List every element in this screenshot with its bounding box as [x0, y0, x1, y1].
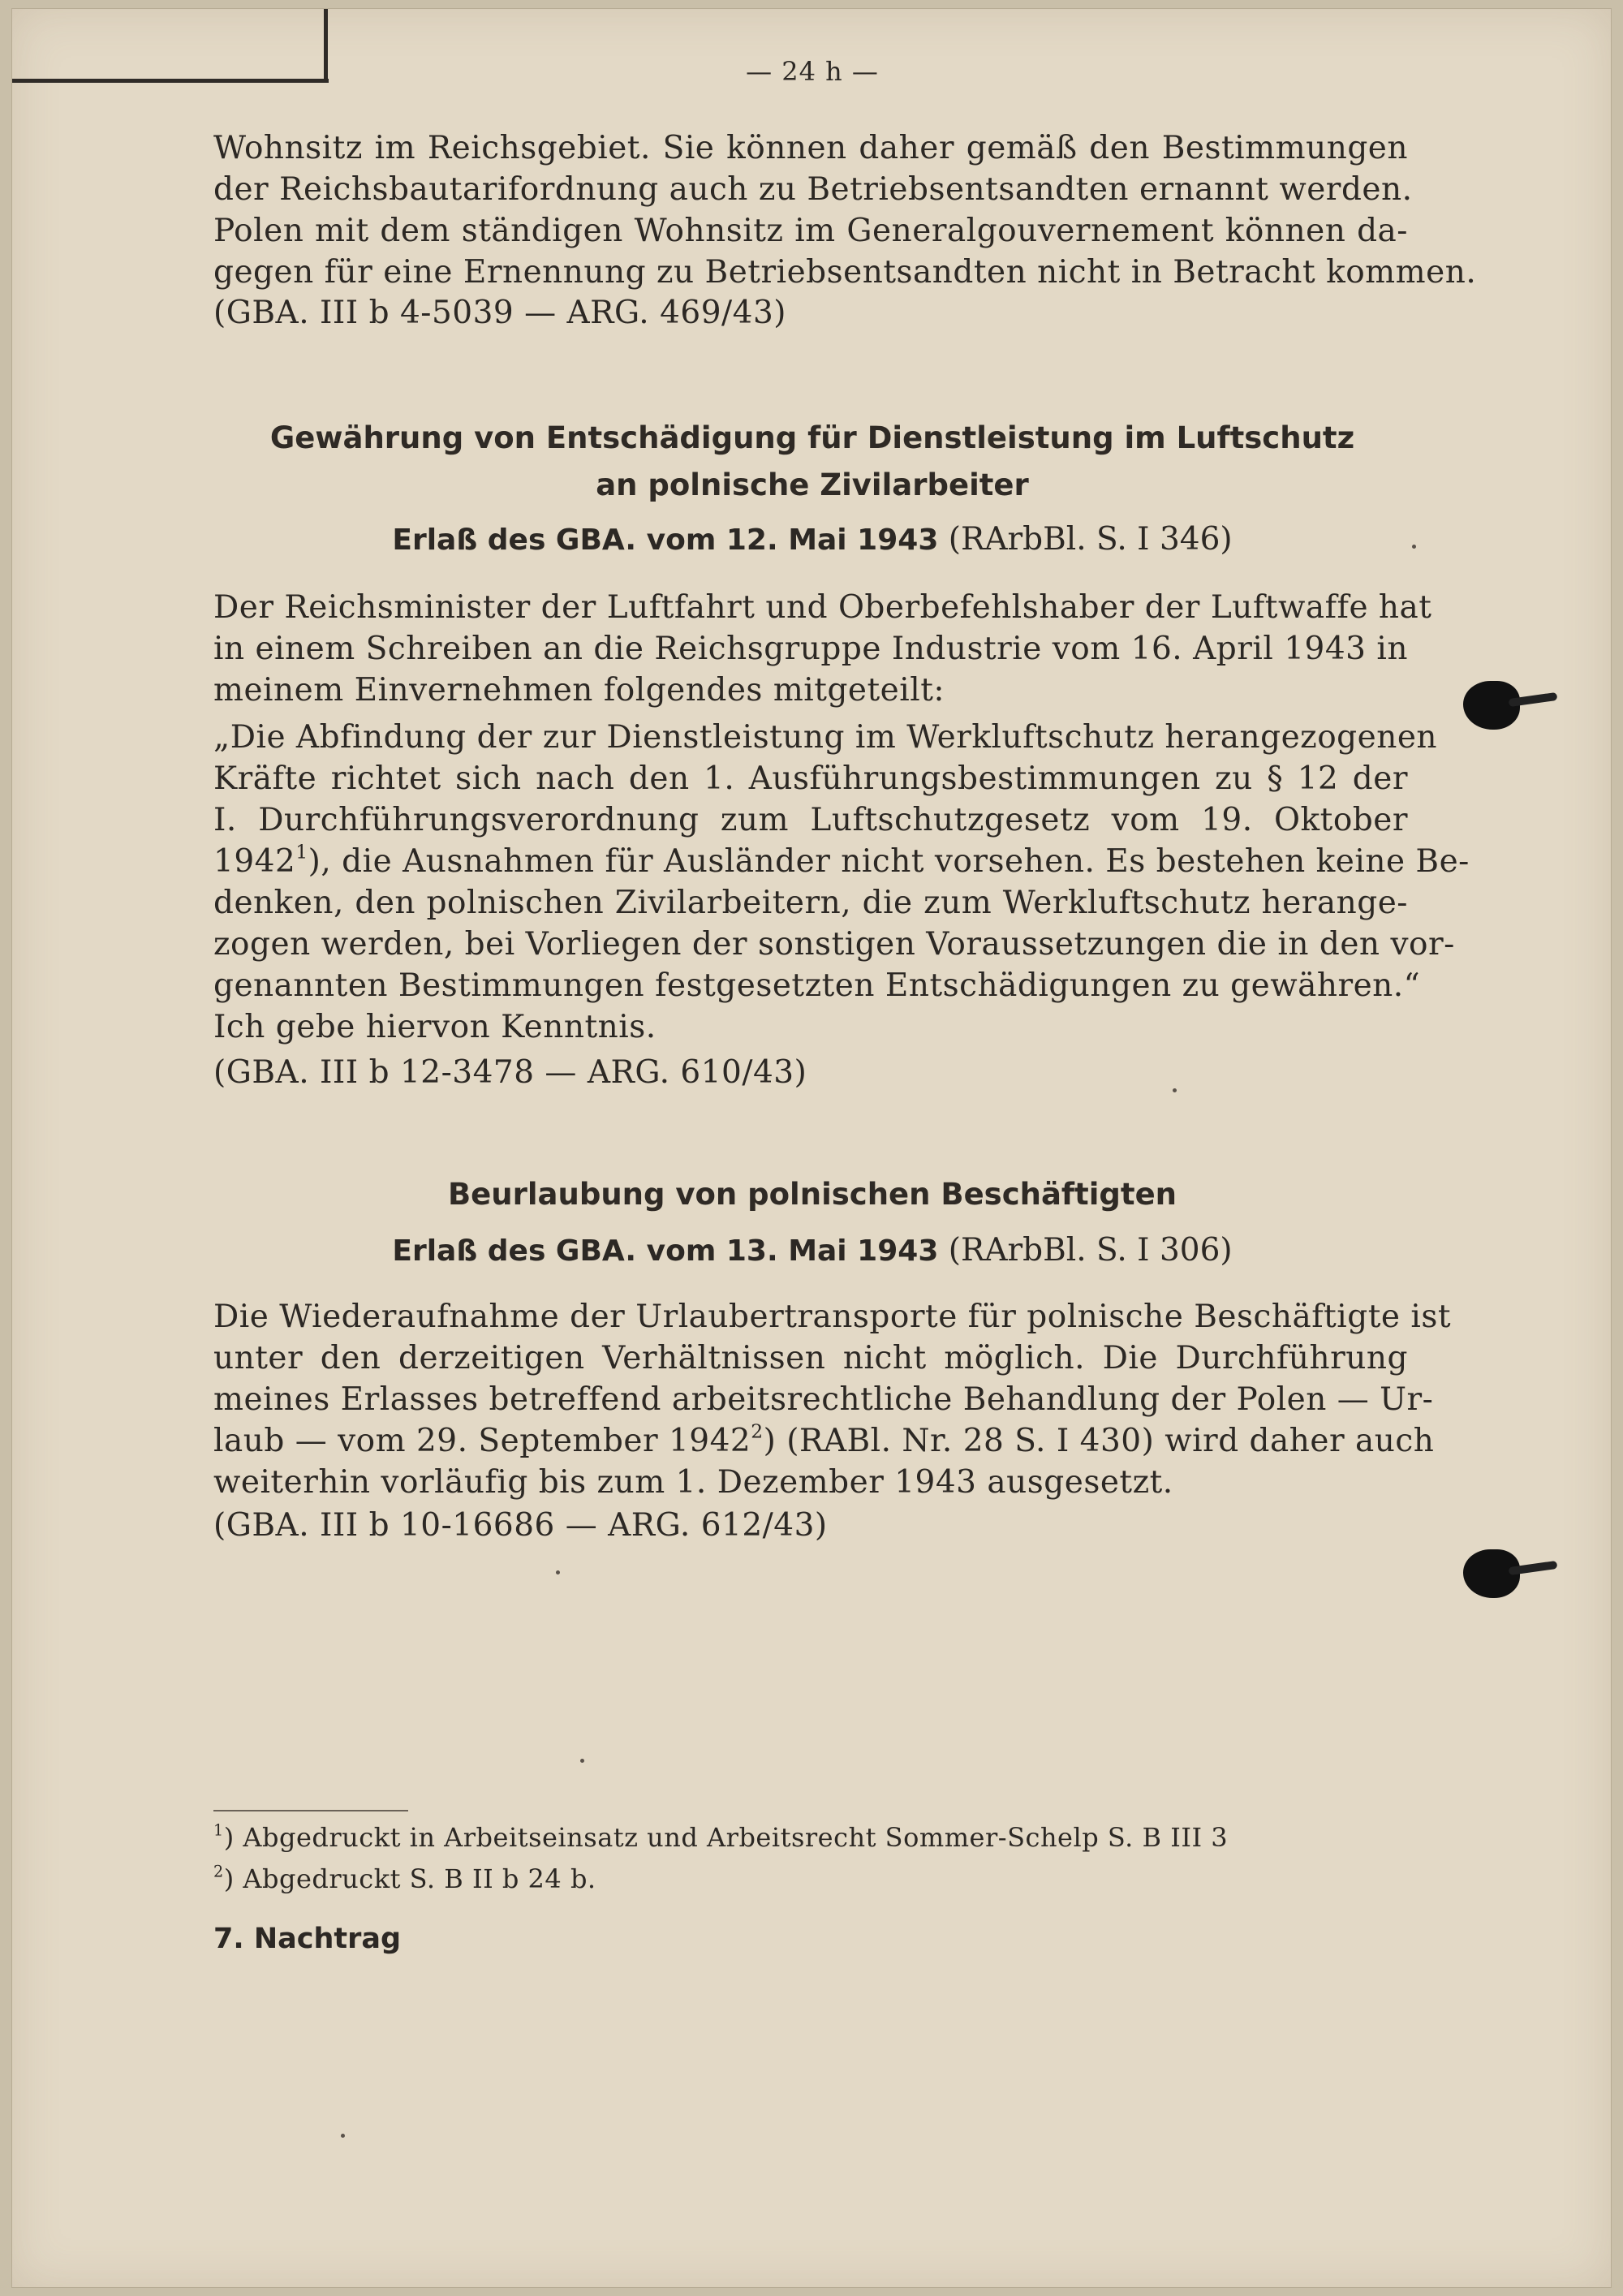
intro-line: Wohnsitz im Reichsgebiet. Sie können daher gemäß den Bestimmungen — [213, 130, 1408, 166]
section2-line: meines Erlasses betreffend arbeitsrechtliche Behandlung der Polen — Ur- — [213, 1381, 1434, 1418]
footnote-2 — [213, 1863, 596, 1894]
section2-line: weiterhin vorläufig bis zum 1. Dezember 1943 ausgesetzt. — [213, 1464, 1173, 1501]
page-number: — 24 h — — [746, 56, 879, 87]
intro-line: Polen mit dem ständigen Wohnsitz im Generalgouvernement können da- — [213, 213, 1408, 249]
section2-line: Die Wiederaufnahme der Urlaubertransporte für polnische Beschäftigte ist — [213, 1299, 1452, 1335]
section1-paragraph — [213, 587, 1432, 711]
supplement-label: 7. Nachtrag — [213, 1923, 402, 1955]
intro-line: gegen für eine Ernennung zu Betriebsentsandten nicht in Betracht kommen. — [213, 254, 1477, 291]
section2-line-with-footnote — [213, 1419, 1435, 1462]
quote-line-with-footnote — [213, 840, 1470, 882]
section1-reference: (GBA. III b 12-3478 — ARG. 610/43) — [213, 1054, 807, 1091]
footnote-text: ) Abgedruckt S. B II b 24 b. — [223, 1863, 596, 1894]
quote-line: Kräfte richtet sich nach den 1. Ausführungsbestimmungen zu § 12 der — [213, 760, 1408, 797]
section1-closing: Ich gebe hiervon Kenntnis. — [213, 1009, 657, 1045]
section1-quote — [213, 717, 1470, 1048]
section2-line: unter den derzeitigen Verhältnissen nicht möglich. Die Durchführung — [213, 1340, 1408, 1376]
footnote-ref-2[interactable]: 2 — [751, 1419, 764, 1443]
footnote-ref-1[interactable]: 1 — [295, 840, 308, 864]
quote-line: denken, den polnischen Zivilarbeitern, die zum Werkluftschutz herange- — [213, 885, 1408, 921]
intro-paragraph — [213, 127, 1477, 293]
footnote-text: ) Abgedruckt in Arbeitseinsatz und Arbeitsrecht Sommer-Schelp S. B III 3 — [223, 1822, 1229, 1853]
footnote-mark: 2 — [213, 1862, 224, 1881]
section1-heading-line1: Gewährung von Entschädigung für Dienstleistung im Luftschutz — [269, 420, 1355, 455]
paper-speck — [1173, 1088, 1177, 1092]
section1-line: Der Reichsminister der Luftfahrt und Oberbefehlshaber der Luftwaffe hat — [213, 589, 1432, 626]
quote-line: „Die Abfindung der zur Dienstleistung im Werkluftschutz herangezogenen — [213, 719, 1438, 756]
section2-line-start: laub — vom 29. September 1942 — [213, 1423, 751, 1459]
paper-speck — [556, 1570, 560, 1574]
paper-speck — [1412, 545, 1416, 549]
quote-year: 1942 — [213, 843, 296, 880]
section2-paragraph — [213, 1296, 1452, 1503]
quote-line-rest: ), die Ausnahmen für Ausländer nicht vorsehen. Es bestehen keine Be- — [308, 843, 1470, 880]
punch-hole — [1463, 681, 1520, 730]
paper-speck — [341, 2134, 345, 2138]
section2-line-rest: ) (RABl. Nr. 28 S. I 430) wird daher auch — [763, 1423, 1435, 1459]
section1-decree — [12, 517, 1612, 563]
section2-reference: (GBA. III b 10-16686 — ARG. 612/43) — [213, 1507, 828, 1544]
section2-heading: Beurlaubung von polnischen Beschäftigten — [447, 1177, 1177, 1212]
quote-line: I. Durchführungsverordnung zum Luftschutzgesetz vom 19. Oktober — [213, 802, 1408, 838]
section1-decree-source: (RArbBl. S. I 346) — [948, 521, 1233, 558]
intro-reference: (GBA. III b 4-5039 — ARG. 469/43) — [213, 295, 787, 331]
document-page — [11, 8, 1612, 2288]
paper-speck — [580, 1759, 584, 1763]
footnote-1 — [213, 1822, 1228, 1853]
quote-line: genannten Bestimmungen festgesetzten Entschädigungen zu gewähren.“ — [213, 967, 1421, 1004]
intro-line: der Reichsbautarifordnung auch zu Betriebsentsandten ernannt werden. — [213, 171, 1413, 208]
section1-decree-title: Erlaß des GBA. vom 12. Mai 1943 — [392, 523, 939, 557]
section1-line: meinem Einvernehmen folgendes mitgeteilt: — [213, 672, 945, 709]
section2-decree-title: Erlaß des GBA. vom 13. Mai 1943 — [392, 1234, 939, 1268]
quote-line: zogen werden, bei Vorliegen der sonstigen Voraussetzungen die in den vor- — [213, 926, 1455, 963]
footnote-mark: 1 — [213, 1820, 224, 1840]
section2-decree-source: (RArbBl. S. I 306) — [948, 1232, 1233, 1269]
section2-decree — [12, 1228, 1612, 1274]
section1-heading-line2: an polnische Zivilarbeiter — [596, 467, 1029, 502]
section1-line: in einem Schreiben an die Reichsgruppe Industrie vom 16. April 1943 in — [213, 631, 1408, 667]
footnote-divider — [213, 1810, 408, 1811]
punch-hole — [1463, 1549, 1520, 1598]
